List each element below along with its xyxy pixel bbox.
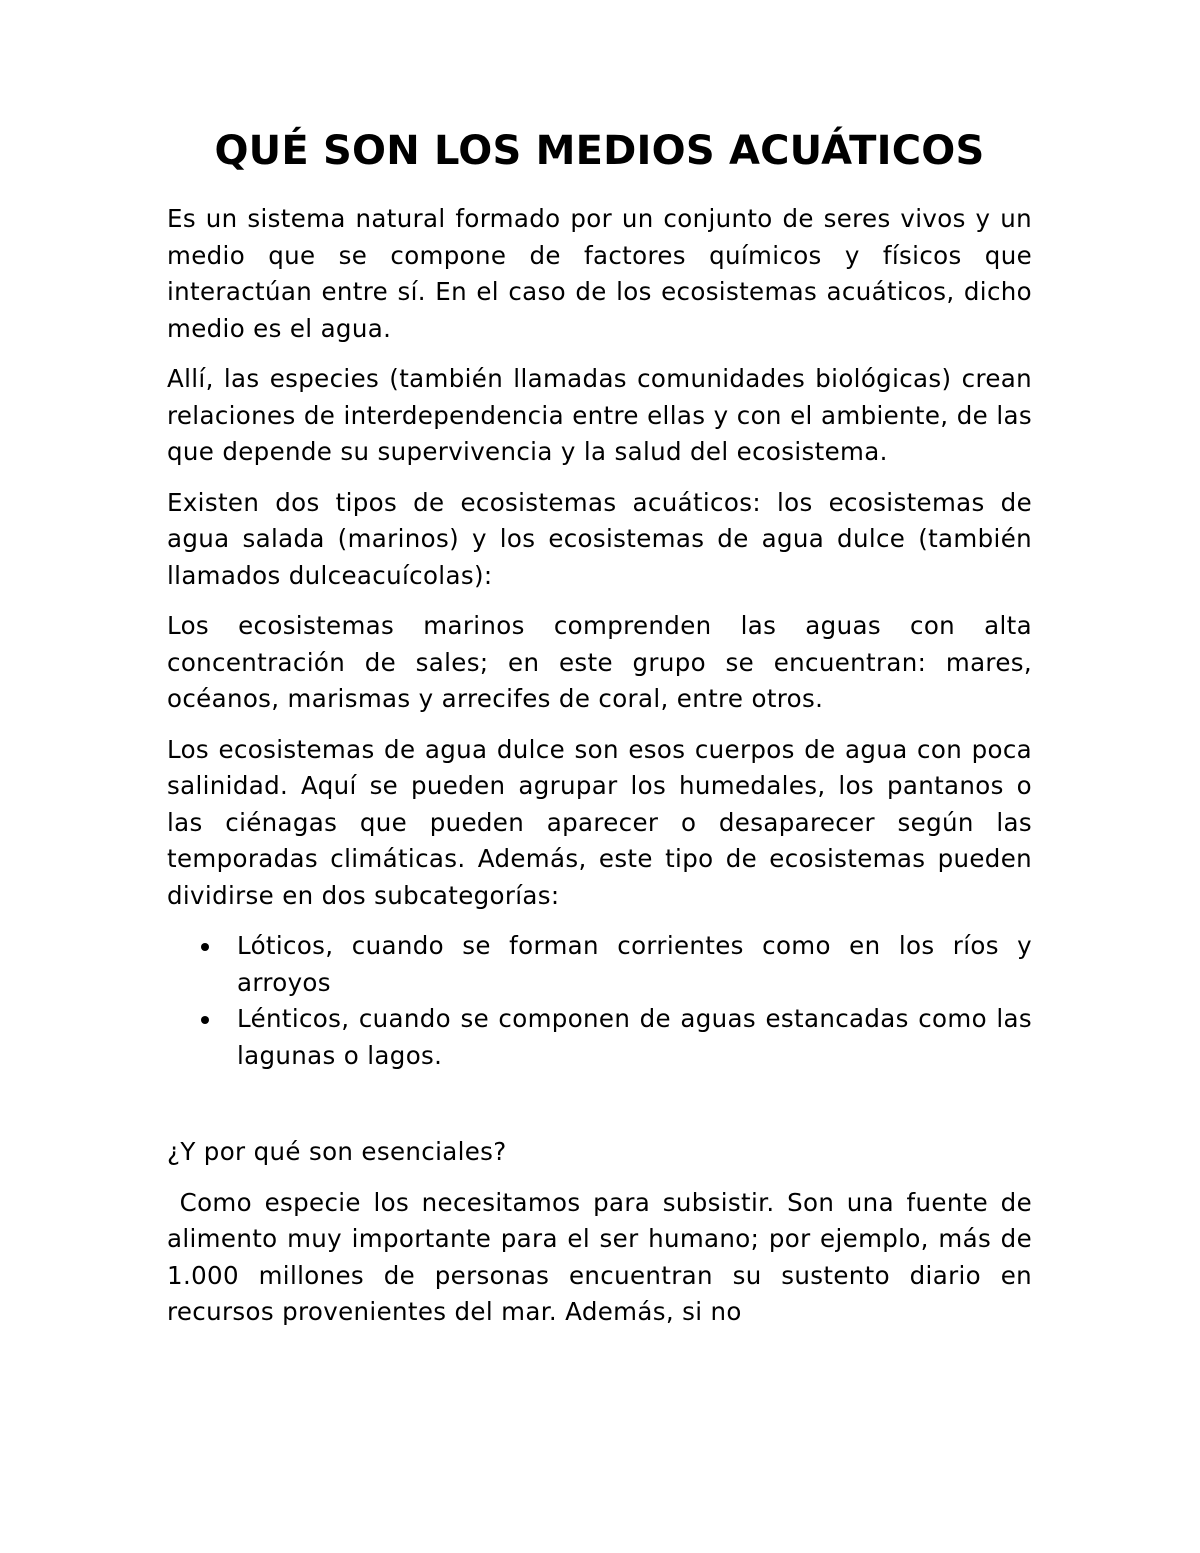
list-item-text: Lénticos, cuando se componen de aguas estancadas como las lagunas o lagos. [237, 1004, 1032, 1070]
paragraph-marine: Los ecosistemas marinos comprenden las aguas con alta concentración de sales; en este grupo se encuentran: mares, océanos, marismas y arrecifes de coral, entre otros. [167, 611, 1032, 713]
paragraph-species: Allí, las especies (también llamadas comunidades biológicas) crean relaciones de interdependencia entre ellas y con el ambiente, de las que depende su supervivencia y la salud del ecosistema. [167, 364, 1032, 466]
paragraph-freshwater: Los ecosistemas de agua dulce son esos cuerpos de agua con poca salinidad. Aquí se pueden agrupar los humedales, los pantanos o las ciénagas que pueden aparecer o desaparecer según las temporadas climáticas. Además, este tipo de ecosistemas pueden dividirse en dos subcategorías: [167, 734, 1032, 910]
question-heading: ¿Y por qué son esenciales? [167, 1137, 507, 1166]
list-item [167, 928, 1032, 1001]
bullet-icon [201, 1016, 209, 1024]
paragraph-types: Existen dos tipos de ecosistemas acuáticos: los ecosistemas de agua salada (marinos) y los ecosistemas de agua dulce (también llamados dulceacuícolas): [167, 487, 1032, 590]
document-page [167, 118, 1041, 1345]
paragraph-definition: Es un sistema natural formado por un conjunto de seres vivos y un medio que se compone de factores químicos y físicos que interactúan entre sí. En el caso de los ecosistemas acuáticos, dicho medio es el agua. [167, 204, 1032, 343]
document-title: QUÉ SON LOS MEDIOS ACUÁTICOS [214, 128, 985, 174]
subcategory-list [167, 928, 1032, 1074]
list-item-text: Lóticos, cuando se forman corrientes como en los ríos y arroyos [237, 931, 1032, 997]
bullet-icon [201, 943, 209, 951]
paragraph-importance: Como especie los necesitamos para subsistir. Son una fuente de alimento muy importante para el ser humano; por ejemplo, más de 1.000 millones de personas encuentran su sustento diario en recursos provenientes del mar. Además, si no [167, 1187, 1041, 1326]
blank-line [167, 1088, 1032, 1134]
list-item [167, 1001, 1032, 1074]
